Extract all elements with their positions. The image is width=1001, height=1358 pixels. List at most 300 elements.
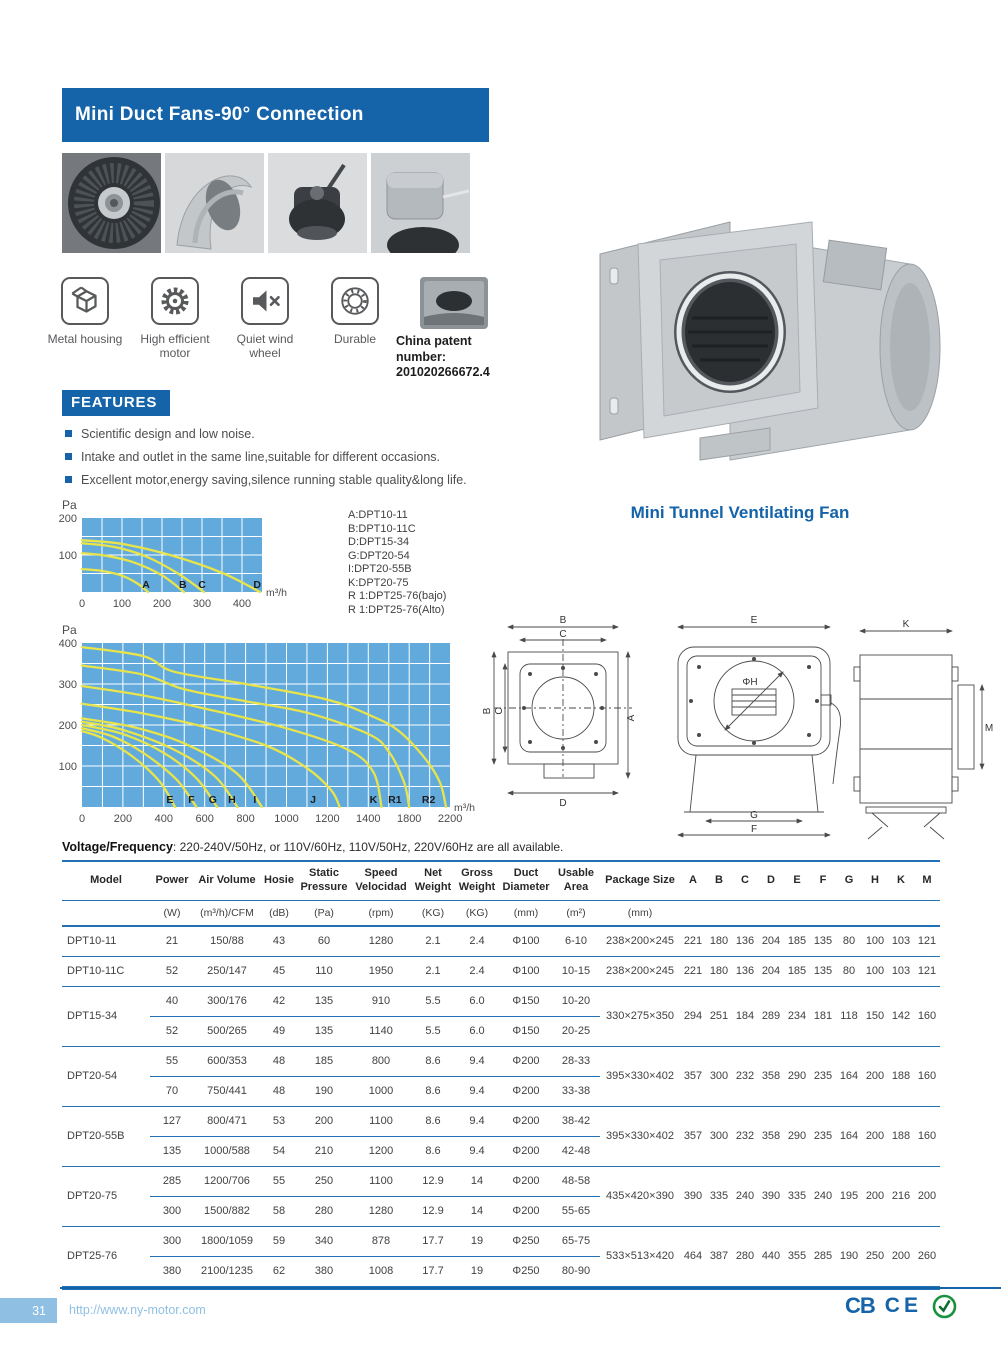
photo-motor (268, 153, 367, 253)
units-row (62, 900, 940, 926)
legend-entry: R 1:DPT25-76(bajo) (348, 590, 447, 602)
voltage-frequency-line (62, 840, 563, 854)
data-cell: 1100 (350, 1166, 412, 1196)
dim-cell: 118 (836, 986, 862, 1046)
cb-mark: CB (845, 1293, 875, 1318)
svg-text:F: F (750, 824, 758, 835)
footer-rule (60, 1287, 1001, 1289)
patent-number: 201020266672.4 (396, 365, 490, 380)
data-cell: Φ200 (500, 1106, 552, 1136)
x-axis-unit: m³/h (266, 587, 287, 599)
data-cell: 9.4 (454, 1136, 500, 1166)
col-header: G (836, 861, 862, 900)
col-header: C (732, 861, 758, 900)
col-header: Net Weight (412, 861, 454, 900)
data-cell: 500/265 (194, 1016, 260, 1046)
data-cell: 48 (260, 1076, 298, 1106)
dim-cell: 204 (758, 956, 784, 986)
data-cell: 42-48 (552, 1136, 600, 1166)
y-tick-label: 400 (58, 638, 77, 650)
dim-cell: 232 (732, 1046, 758, 1106)
data-cell: 52 (150, 956, 194, 986)
data-cell: 750/441 (194, 1076, 260, 1106)
dim-cell: 142 (888, 986, 914, 1046)
x-tick-label: 400 (232, 598, 252, 610)
unit-cell (62, 900, 150, 926)
y-tick-label: 100 (58, 761, 77, 773)
data-cell: 1950 (350, 956, 412, 986)
unit-cell (862, 900, 888, 926)
svg-text:D: D (559, 798, 567, 809)
data-cell: 9.4 (454, 1046, 500, 1076)
feature-item (62, 473, 522, 487)
x-tick-label: 1800 (396, 813, 422, 825)
ce-mark: CE (884, 1294, 922, 1317)
unit-cell: (mm) (500, 900, 552, 926)
bullet-square-icon (65, 453, 72, 460)
data-cell: Φ150 (500, 986, 552, 1016)
svg-text:B: B (482, 707, 493, 715)
dim-cell: 390 (680, 1166, 706, 1226)
data-cell: 28-33 (552, 1046, 600, 1076)
page-title: Mini Duct Fans-90° Connection (62, 88, 489, 142)
data-cell: Φ100 (500, 926, 552, 957)
curve-label: A (142, 579, 150, 591)
dim-cell: 464 (680, 1226, 706, 1286)
badge-durable (310, 277, 400, 361)
page-number: 31 (0, 1298, 57, 1323)
header-row (62, 861, 940, 900)
col-header: A (680, 861, 706, 900)
data-cell: 300 (150, 1226, 194, 1256)
x-tick-label: 1200 (315, 813, 340, 825)
dim-cell: 200 (862, 1106, 888, 1166)
col-header: Static Pressure (298, 861, 350, 900)
dim-cell: 300 (706, 1106, 732, 1166)
unit-cell: (KG) (454, 900, 500, 926)
dim-cell: 260 (914, 1226, 940, 1286)
dim-cell: 200 (888, 1226, 914, 1286)
dim-cell: 188 (888, 1106, 914, 1166)
data-cell: 135 (298, 986, 350, 1016)
data-cell: Φ150 (500, 1016, 552, 1046)
svg-text:G: G (750, 810, 758, 821)
data-cell: 58 (260, 1196, 298, 1226)
data-cell: 49 (260, 1016, 298, 1046)
legend-entry: G:DPT20-54 (348, 549, 410, 562)
dim-cell: 290 (784, 1106, 810, 1166)
data-cell: 127 (150, 1106, 194, 1136)
package-cell: 238×200×245 (600, 956, 680, 986)
legend-entry: D:DPT15-34 (348, 536, 410, 548)
data-cell: 1800/1059 (194, 1226, 260, 1256)
unit-cell: (rpm) (350, 900, 412, 926)
curve-label: F (188, 794, 195, 806)
dim-cell: 221 (680, 926, 706, 957)
package-cell: 395×330×402 (600, 1046, 680, 1106)
data-cell: 1200 (350, 1136, 412, 1166)
curve-label: J (310, 794, 317, 806)
dim-cell: 280 (732, 1226, 758, 1286)
photo-junction-box (371, 153, 470, 253)
patent-label: China patent number: (396, 334, 472, 364)
curve-label: I (253, 794, 257, 806)
feature-item (62, 427, 522, 441)
data-cell: 19 (454, 1256, 500, 1286)
dim-cell: 80 (836, 956, 862, 986)
data-cell: 250 (298, 1166, 350, 1196)
dim-cell: 195 (836, 1166, 862, 1226)
data-cell: 8.6 (412, 1076, 454, 1106)
data-cell: 878 (350, 1226, 412, 1256)
metal-housing-box-icon (61, 277, 109, 325)
data-cell: 40 (150, 986, 194, 1016)
data-cell: 210 (298, 1136, 350, 1166)
unit-cell (888, 900, 914, 926)
voltage-label: Voltage/Frequency (62, 840, 173, 854)
website-url[interactable]: http://www.ny-motor.com (69, 1303, 206, 1317)
dim-cell: 188 (888, 1046, 914, 1106)
data-cell: 9.4 (454, 1076, 500, 1106)
dim-cell: 221 (680, 956, 706, 986)
data-cell: 1280 (350, 926, 412, 957)
data-cell: 14 (454, 1196, 500, 1226)
unit-cell (706, 900, 732, 926)
data-cell: 110 (298, 956, 350, 986)
data-cell: 285 (150, 1166, 194, 1196)
chart1-y-axis-unit: Pa (62, 498, 77, 512)
table-row (62, 1226, 940, 1256)
dim-cell: 240 (732, 1166, 758, 1226)
dim-cell: 135 (810, 956, 836, 986)
photo-metal-housing (165, 153, 264, 253)
dim-cell: 357 (680, 1046, 706, 1106)
data-cell: 17.7 (412, 1226, 454, 1256)
data-cell: 48 (260, 1046, 298, 1076)
dim-cell: 357 (680, 1106, 706, 1166)
chart1-svg (56, 512, 308, 616)
data-cell: 200 (298, 1106, 350, 1136)
package-cell: 533×513×420 (600, 1226, 680, 1286)
curve-label: K (369, 794, 378, 806)
data-cell: 300 (150, 1196, 194, 1226)
badge-label: Quiet wind wheel (236, 332, 294, 361)
data-cell: 52 (150, 1016, 194, 1046)
dim-cell: 300 (706, 1046, 732, 1106)
data-cell: 48-58 (552, 1166, 600, 1196)
feature-text: Excellent motor,energy saving,silence running stable quality&long life. (81, 473, 467, 487)
data-cell: 135 (298, 1016, 350, 1046)
model-cell: DPT10-11 (62, 926, 150, 957)
patent-block (396, 277, 516, 381)
feature-item (62, 450, 522, 464)
unit-cell: (KG) (412, 900, 454, 926)
dim-cell: 121 (914, 956, 940, 986)
data-cell: 910 (350, 986, 412, 1016)
data-cell: Φ200 (500, 1136, 552, 1166)
bearing-icon (331, 277, 379, 325)
data-cell: 43 (260, 926, 298, 957)
dim-cell: 289 (758, 986, 784, 1046)
data-cell: Φ200 (500, 1046, 552, 1076)
dim-cell: 294 (680, 986, 706, 1046)
unit-cell (784, 900, 810, 926)
product-hero-image (580, 192, 952, 497)
curve-label: B (179, 579, 187, 591)
x-tick-label: 400 (154, 813, 173, 825)
data-cell: 1280 (350, 1196, 412, 1226)
model-cell: DPT20-54 (62, 1046, 150, 1106)
table-row (62, 1046, 940, 1076)
dim-cell: 235 (810, 1046, 836, 1106)
dimension-drawings (478, 607, 997, 849)
data-cell: 340 (298, 1226, 350, 1256)
performance-chart-small (56, 512, 308, 621)
data-cell: 54 (260, 1136, 298, 1166)
dim-cell: 164 (836, 1046, 862, 1106)
model-cell: DPT20-75 (62, 1166, 150, 1226)
data-cell: 2100/1235 (194, 1256, 260, 1286)
features-header: FEATURES (62, 390, 170, 416)
table-row (62, 1106, 940, 1136)
dim-cell: 185 (784, 956, 810, 986)
y-tick-label: 200 (58, 513, 77, 525)
unit-cell (836, 900, 862, 926)
data-cell: 2.4 (454, 956, 500, 986)
features-list (62, 427, 522, 496)
x-tick-label: 2200 (437, 813, 463, 825)
unit-cell: (dB) (260, 900, 298, 926)
dim-cell: 387 (706, 1226, 732, 1286)
product-photo-strip (62, 153, 470, 253)
dim-cell: 190 (836, 1226, 862, 1286)
photo-fan-impeller (62, 153, 161, 253)
dim-cell: 160 (914, 986, 940, 1046)
col-header: Model (62, 861, 150, 900)
dim-cell: 358 (758, 1046, 784, 1106)
col-header: K (888, 861, 914, 900)
data-cell: 70 (150, 1076, 194, 1106)
certification-marks (845, 1293, 957, 1319)
col-header: Power (150, 861, 194, 900)
dim-cell: 200 (862, 1046, 888, 1106)
table-row (62, 956, 940, 986)
curve-label: R2 (421, 794, 436, 806)
unit-cell: (m³/h)/CFM (194, 900, 260, 926)
chart2-y-axis-unit: Pa (62, 623, 77, 637)
svg-text:C: C (494, 707, 505, 715)
data-cell: Φ250 (500, 1256, 552, 1286)
data-cell: 10-15 (552, 956, 600, 986)
data-cell: 80-90 (552, 1256, 600, 1286)
svg-text:B: B (559, 615, 567, 626)
dim-cell: 160 (914, 1106, 940, 1166)
unit-cell: (m²) (552, 900, 600, 926)
table-row (62, 1166, 940, 1196)
dim-cell: 358 (758, 1106, 784, 1166)
svg-text:K: K (902, 619, 910, 630)
data-cell: 380 (298, 1256, 350, 1286)
dim-cell: 216 (888, 1166, 914, 1226)
feature-text: Intake and outlet in the same line,suitable for different occasions. (81, 450, 441, 464)
data-cell: 1100 (350, 1106, 412, 1136)
model-cell: DPT20-55B (62, 1106, 150, 1166)
x-tick-label: 1400 (356, 813, 381, 825)
badge-metal-housing (40, 277, 130, 361)
package-cell: 395×330×402 (600, 1106, 680, 1166)
gear-icon (151, 277, 199, 325)
dim-cell: 335 (706, 1166, 732, 1226)
col-header: Air Volume (194, 861, 260, 900)
col-header: E (784, 861, 810, 900)
dim-cell: 80 (836, 926, 862, 957)
data-cell: 12.9 (412, 1196, 454, 1226)
curve-label: C (198, 579, 206, 591)
dim-cell: 150 (862, 986, 888, 1046)
badge-label: High efficient motor (140, 332, 210, 361)
dim-cell: 184 (732, 986, 758, 1046)
badge-high-efficient-motor (130, 277, 220, 361)
data-cell: 6.0 (454, 1016, 500, 1046)
unit-cell: (mm) (600, 900, 680, 926)
feature-text: Scientific design and low noise. (81, 427, 255, 441)
curve-label: R1 (388, 794, 402, 806)
dim-cell: 180 (706, 926, 732, 957)
x-tick-label: 0 (78, 813, 86, 825)
data-cell: 53 (260, 1106, 298, 1136)
dim-cell: 290 (784, 1046, 810, 1106)
data-cell: 8.6 (412, 1046, 454, 1076)
svg-text:M: M (984, 723, 994, 734)
x-tick-label: 100 (112, 598, 132, 610)
legend-entry: B:DPT10-11C (348, 522, 416, 535)
x-tick-label: 1000 (274, 813, 299, 825)
data-cell: 55 (150, 1046, 194, 1076)
svg-text:A: A (626, 714, 637, 722)
dim-cell: 100 (862, 926, 888, 957)
dim-cell: 160 (914, 1046, 940, 1106)
curve-label: E (166, 794, 174, 806)
green-cert-icon (932, 1294, 957, 1319)
col-header: Duct Diameter (500, 861, 552, 900)
col-header: Package Size (600, 861, 680, 900)
data-cell: 1008 (350, 1256, 412, 1286)
data-cell: 2.1 (412, 926, 454, 957)
dim-cell: 121 (914, 926, 940, 957)
x-tick-label: 300 (192, 598, 212, 610)
dim-cell: 200 (914, 1166, 940, 1226)
col-header: D (758, 861, 784, 900)
performance-chart-large (56, 637, 496, 836)
data-cell: 12.9 (412, 1166, 454, 1196)
dim-cell: 200 (862, 1166, 888, 1226)
dim-cell: 250 (862, 1226, 888, 1286)
data-cell: 20-25 (552, 1016, 600, 1046)
unit-cell (914, 900, 940, 926)
badge-quiet-wind-wheel (220, 277, 310, 361)
data-cell: Φ200 (500, 1076, 552, 1106)
data-cell: 1000 (350, 1076, 412, 1106)
voltage-text: : 220-240V/50Hz, or 110V/60Hz, 110V/50Hz, 220V/60Hz are all available. (172, 840, 564, 854)
curve-label: D (253, 579, 261, 591)
col-header: Usable Area (552, 861, 600, 900)
dim-cell: 103 (888, 956, 914, 986)
bullet-square-icon (65, 476, 72, 483)
data-cell: 800/471 (194, 1106, 260, 1136)
data-cell: 190 (298, 1076, 350, 1106)
feature-badges (40, 277, 400, 361)
dim-cell: 181 (810, 986, 836, 1046)
unit-cell: (Pa) (298, 900, 350, 926)
y-tick-label: 200 (58, 720, 77, 732)
dim-cell: 235 (810, 1106, 836, 1166)
data-cell: 6-10 (552, 926, 600, 957)
spec-table (62, 860, 940, 1287)
dim-cell: 164 (836, 1106, 862, 1166)
dim-cell: 440 (758, 1226, 784, 1286)
data-cell: 1500/882 (194, 1196, 260, 1226)
package-cell: 330×275×350 (600, 986, 680, 1046)
col-header: F (810, 861, 836, 900)
unit-cell (810, 900, 836, 926)
unit-cell (680, 900, 706, 926)
data-cell: 135 (150, 1136, 194, 1166)
data-cell: Φ200 (500, 1166, 552, 1196)
data-cell: 38-42 (552, 1106, 600, 1136)
dim-cell: 136 (732, 956, 758, 986)
data-cell: 59 (260, 1226, 298, 1256)
model-cell: DPT10-11C (62, 956, 150, 986)
col-header: Gross Weight (454, 861, 500, 900)
x-tick-label: 200 (152, 598, 172, 610)
data-cell: 55-65 (552, 1196, 600, 1226)
data-cell: 8.6 (412, 1136, 454, 1166)
data-cell: 55 (260, 1166, 298, 1196)
data-cell: Φ100 (500, 956, 552, 986)
legend-entry: I:DPT20-55B (348, 563, 412, 575)
dim-cell: 135 (810, 926, 836, 957)
unit-cell (732, 900, 758, 926)
y-tick-label: 300 (58, 679, 77, 691)
data-cell: 45 (260, 956, 298, 986)
package-cell: 238×200×245 (600, 926, 680, 957)
unit-cell (758, 900, 784, 926)
data-cell: 19 (454, 1226, 500, 1256)
dim-cell: 136 (732, 926, 758, 957)
data-cell: 6.0 (454, 986, 500, 1016)
bullet-square-icon (65, 430, 72, 437)
data-cell: 1000/588 (194, 1136, 260, 1166)
y-tick-label: 100 (58, 550, 77, 562)
x-axis-unit: m³/h (454, 802, 475, 814)
dim-cell: 335 (784, 1166, 810, 1226)
col-header: B (706, 861, 732, 900)
svg-text:E: E (750, 615, 758, 626)
legend-entry: A:DPT10-11 (348, 509, 408, 521)
data-cell: 5.5 (412, 1016, 454, 1046)
chart-legend (348, 509, 446, 617)
data-cell: 300/176 (194, 986, 260, 1016)
data-cell: 280 (298, 1196, 350, 1226)
dim-cell: 204 (758, 926, 784, 957)
chart2-svg (56, 637, 496, 831)
data-cell: 380 (150, 1256, 194, 1286)
data-cell: 250/147 (194, 956, 260, 986)
svg-text:ΦH: ΦH (742, 677, 758, 688)
x-tick-label: 200 (113, 813, 133, 825)
x-tick-label: 0 (78, 598, 86, 610)
badge-label: Metal housing (47, 332, 123, 346)
